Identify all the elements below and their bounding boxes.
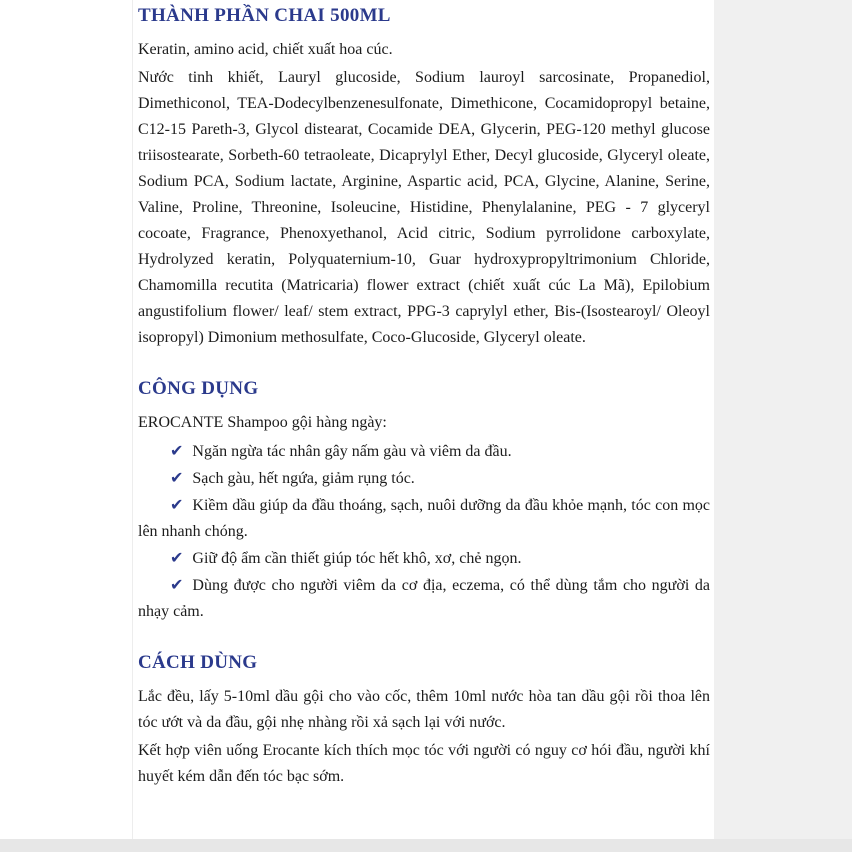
section-heading-uses: CÔNG DỤNG	[138, 378, 259, 399]
bullet-item	[138, 438, 710, 465]
checkmark-icon: ✔	[170, 575, 184, 594]
bullet-item	[138, 465, 710, 492]
checkmark-icon: ✔	[170, 441, 184, 460]
bullet-text: Sạch gàu, hết ngứa, giảm rụng tóc.	[192, 470, 415, 487]
section-heading-ingredients: THÀNH PHẦN CHAI 500ML	[138, 5, 391, 26]
checkmark-icon: ✔	[170, 495, 184, 514]
uses-intro-paragraph: EROCANTE Shampoo gội hàng ngày:	[138, 414, 387, 431]
right-gutter	[714, 0, 852, 852]
bottom-bar	[0, 839, 852, 852]
directions-paragraph: Kết hợp viên uống Erocante kích thích mọc tóc với người có nguy cơ hói đầu, người khí huyết kém dẫn đến tóc bạc sớm.	[138, 742, 710, 785]
bullet-item	[138, 492, 710, 545]
ingredients-list-paragraph: Nước tinh khiết, Lauryl glucoside, Sodium lauroyl sarcosinate, Propanediol, Dimethiconol, TEA-Dodecylbenzenesulfonate, Dimethicone, Cocamidopropyl betaine, C12-15 Pareth-3, Glycol distearat, Cocamide DEA, Glycerin, PEG-120 methyl glucose triisostearate, Sorbeth-60 tetraoleate, Dicaprylyl Ether, Decyl glucoside, Glyceryl oleate, Sodium PCA, Sodium lactate, Arginine, Aspartic acid, PCA, Glycine, Alanine, Serine, Valine, Proline, Threonine, Isoleucine, Histidine, Phenylalanine, PEG - 7 glyceryl cocoate, Fragrance, Phenoxyethanol, Acid citric, Sodium pyrrolidone carboxylate, Hydrolyzed keratin, Polyquaternium-10, Guar hydroxypropyltrimonium Chloride, Chamomilla recutita (Matricaria) flower extract (chiết xuất cúc La Mã), Epilobium angustifolium flower/ leaf/ stem extract, PPG-3 caprylyl ether, Bis-(Isostearoyl/ Oleoyl isopropyl) Dimonium methosulfate, Coco-Glucoside, Glyceryl oleate.	[138, 69, 710, 346]
section-heading-directions: CÁCH DÙNG	[138, 652, 258, 673]
ingredients-summary-paragraph: Keratin, amino acid, chiết xuất hoa cúc.	[138, 41, 393, 58]
bullet-item	[138, 545, 710, 572]
bullet-text: Dùng được cho người viêm da cơ địa, eczema, có thể dùng tắm cho người da nhạy cảm.	[138, 577, 710, 620]
document-page	[138, 4, 710, 792]
bullet-text: Giữ độ ẩm cần thiết giúp tóc hết khô, xơ, chẻ ngọn.	[192, 550, 522, 567]
bullet-text: Kiềm dầu giúp da đầu thoáng, sạch, nuôi dưỡng da đầu khỏe mạnh, tóc con mọc lên nhanh chóng.	[138, 497, 710, 540]
bullet-text: Ngăn ngừa tác nhân gây nấm gàu và viêm da đầu.	[192, 443, 512, 460]
bullet-item	[138, 572, 710, 625]
page-left-edge	[132, 0, 133, 852]
checkmark-icon: ✔	[170, 468, 184, 487]
directions-paragraph: Lắc đều, lấy 5-10ml dầu gội cho vào cốc, thêm 10ml nước hòa tan dầu gội rồi thoa lên tóc ướt và da đầu, gội nhẹ nhàng rồi xả sạch lại với nước.	[138, 688, 710, 731]
checkmark-icon: ✔	[170, 548, 184, 567]
